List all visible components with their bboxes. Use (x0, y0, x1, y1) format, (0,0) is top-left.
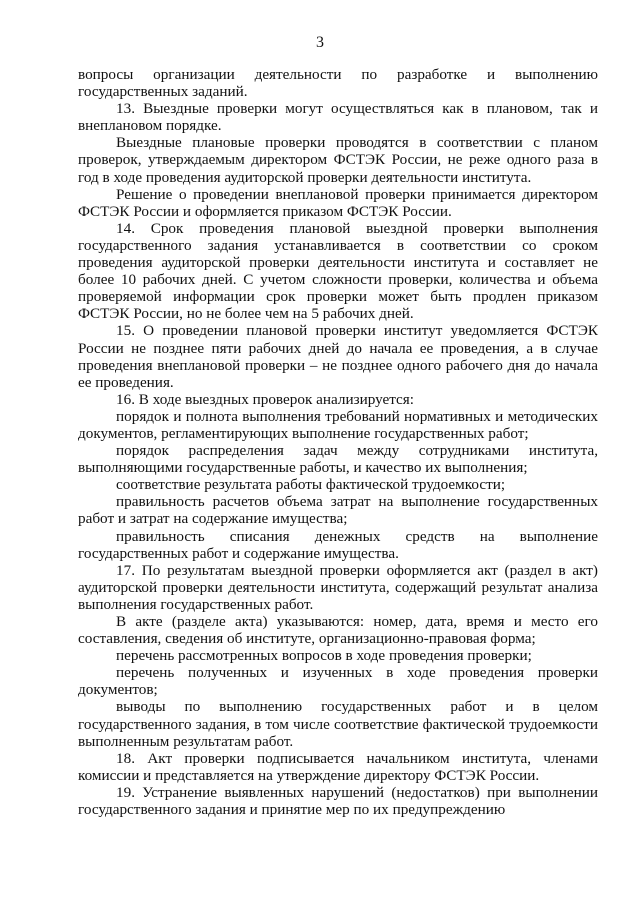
paragraph: перечень полученных и изученных в ходе проведения проверки документов; (78, 664, 598, 699)
paragraph: порядок и полнота выполнения требований нормативных и методических документов, регламентирующих выполнение государственных работ; (78, 407, 598, 442)
paragraph: 14. Срок проведения плановой выездной проверки выполнения государственного задания устанавливается в соответствии со сроком проведения аудиторской проверки деятельности института и составляет не более 10 рабочих дней. С учетом сложности проверки, количества и объема проверяемой информации срок проверки может быть продлен приказом ФСТЭК России, но не более чем на 5 рабочих дней. (78, 219, 598, 323)
page-number: 3 (316, 34, 324, 51)
paragraph: порядок распределения задач между сотрудниками института, выполняющими государственные работы, и качество их выполнения; (78, 442, 598, 477)
paragraph: соответствие результата работы фактической трудоемкости; (116, 476, 506, 494)
paragraph: Решение о проведении внеплановой проверки принимается директором ФСТЭК России и оформляется приказом ФСТЭК России. (78, 185, 598, 220)
document-body (78, 66, 598, 818)
paragraph: выводы по выполнению государственных работ и в целом государственного задания, в том числе соответствие фактической трудоемкости выполненным результатам работ. (78, 698, 598, 750)
paragraph: вопросы организации деятельности по разработке и выполнению государственных заданий. (78, 66, 598, 101)
paragraph: В акте (разделе акта) указываются: номер, дата, время и место его составления, сведения об институте, организационно-правовая форма; (78, 613, 598, 648)
paragraph: 18. Акт проверки подписывается начальником института, членами комиссии и представляется на утверждение директору ФСТЭК России. (78, 749, 598, 784)
paragraph: Выездные плановые проверки проводятся в соответствии с планом проверок, утверждаемым директором ФСТЭК России, не реже одного раза в год в ходе проведения аудиторской проверки деятельности института. (78, 134, 598, 186)
paragraph: 13. Выездные проверки могут осуществляться как в плановом, так и внеплановом порядке. (78, 100, 598, 135)
paragraph: перечень рассмотренных вопросов в ходе проведения проверки; (116, 647, 532, 665)
paragraph: 19. Устранение выявленных нарушений (недостатков) при выполнении государственного задания и принятие мер по их предупреждению (78, 783, 598, 819)
paragraph: 16. В ходе выездных проверок анализируется: (116, 390, 414, 408)
paragraph: правильность списания денежных средств на выполнение государственных работ и содержание имущества. (78, 527, 598, 562)
paragraph: 15. О проведении плановой проверки институт уведомляется ФСТЭК России не позднее пяти рабочих дней до начала ее проведения, а в случае проведения внеплановой проверки – не позднее одного рабочего дня до начала ее проведения. (78, 322, 598, 391)
paragraph: 17. По результатам выездной проверки оформляется акт (раздел в акт) аудиторской проверки деятельности института, содержащий результат анализа выполнения государственных работ. (78, 561, 598, 613)
paragraph: правильность расчетов объема затрат на выполнение государственных работ и затрат на содержание имущества; (78, 493, 598, 528)
